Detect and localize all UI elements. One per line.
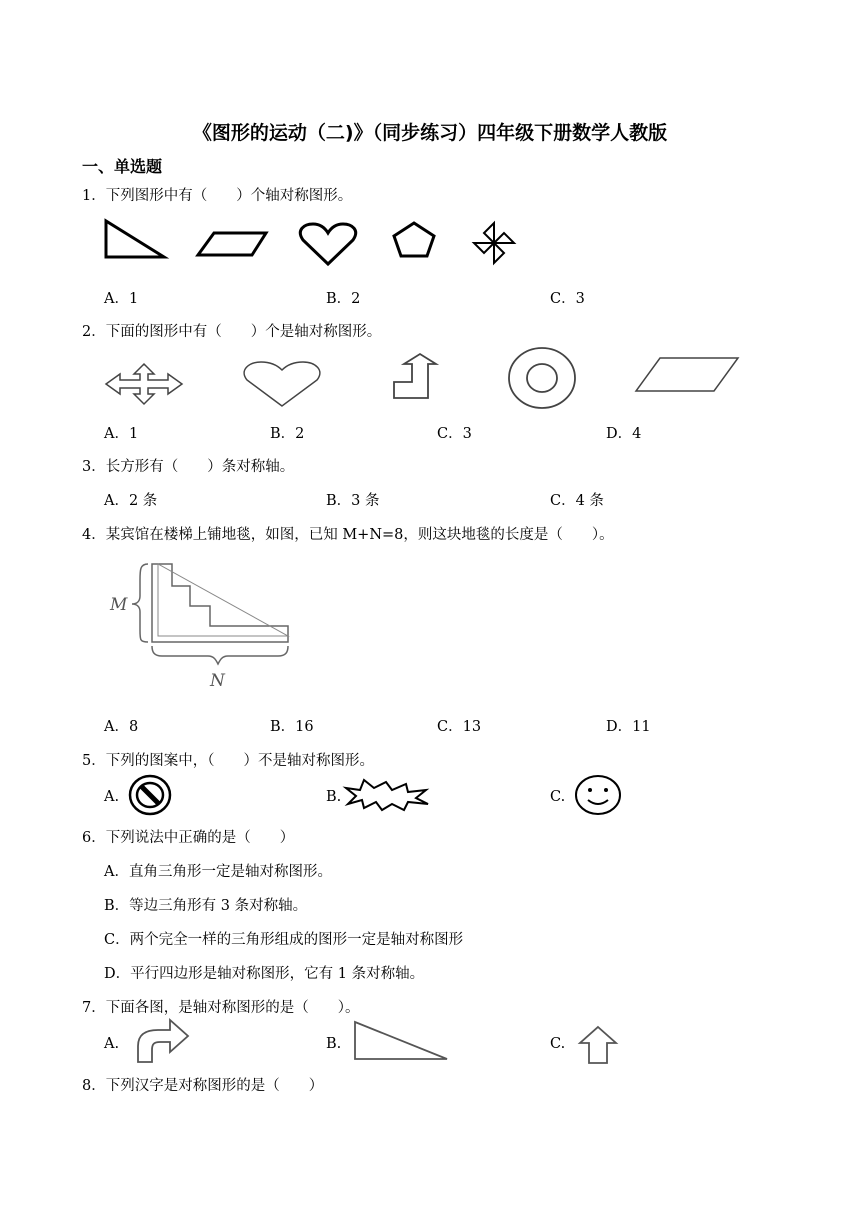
stair-carpet-diagram xyxy=(104,560,294,692)
q2-option-a[interactable]: A．1 xyxy=(104,426,139,442)
q3-option-a[interactable]: A．2 条 xyxy=(104,493,158,509)
q4-option-d[interactable]: D．11 xyxy=(606,719,651,735)
q2-option-b[interactable]: B．2 xyxy=(270,426,305,442)
q5-option-b[interactable]: B. xyxy=(326,789,342,805)
question-3: 3．长方形有（ ）条对称轴。 xyxy=(82,459,295,475)
heart-icon xyxy=(241,360,323,408)
section-heading: 一、单选题 xyxy=(82,157,163,176)
q5-option-a[interactable]: A. xyxy=(104,789,120,805)
q5-option-c[interactable]: C. xyxy=(550,789,566,805)
q3-option-b[interactable]: B．3 条 xyxy=(326,493,380,509)
question-2: 2．下面的图形中有（ ）个是轴对称图形。 xyxy=(82,324,382,340)
no-sign-icon xyxy=(128,774,172,816)
question-8: 8．下列汉字是对称图形的是（ ） xyxy=(82,1078,324,1094)
q7-option-c[interactable]: C. xyxy=(550,1036,566,1052)
q6-option-c[interactable]: C．两个完全一样的三角形组成的图形一定是轴对称图形 xyxy=(104,932,464,948)
up-arrow-icon xyxy=(576,1025,620,1065)
bent-arrow-icon xyxy=(390,352,448,400)
question-1: 1．下列图形中有（ ）个轴对称图形。 xyxy=(82,188,353,204)
q7-option-b[interactable]: B. xyxy=(326,1036,342,1052)
label-n: N xyxy=(210,671,225,691)
q4-option-a[interactable]: A．8 xyxy=(104,719,139,735)
curved-arrow-icon xyxy=(134,1018,190,1064)
q1-option-b[interactable]: B．2 xyxy=(326,291,361,307)
label-m: M xyxy=(110,595,128,615)
q1-option-a[interactable]: A．1 xyxy=(104,291,139,307)
question-6: 6．下列说法中正确的是（ ） xyxy=(82,830,295,846)
right-triangle-icon xyxy=(352,1019,450,1063)
q2-option-c[interactable]: C．3 xyxy=(437,426,472,442)
pinwheel-icon xyxy=(470,221,518,265)
q7-option-a[interactable]: A. xyxy=(104,1036,120,1052)
heart-icon xyxy=(298,222,358,268)
page-title: 《图形的运动（二)》（同步练习）四年级下册数学人教版 xyxy=(192,122,668,144)
question-4: 4．某宾馆在楼梯上铺地毯，如图，已知 M+N=8，则这块地毯的长度是（ ）。 xyxy=(82,527,614,543)
q6-option-a[interactable]: A．直角三角形一定是轴对称图形。 xyxy=(104,864,332,880)
q2-option-d[interactable]: D．4 xyxy=(606,426,642,442)
four-way-arrow-icon xyxy=(104,362,184,406)
question-5: 5．下列的图案中，（ ）不是轴对称图形。 xyxy=(82,753,374,769)
ring-icon xyxy=(506,346,578,410)
pentagon-icon xyxy=(391,221,437,259)
starburst-icon xyxy=(342,778,430,812)
smiley-icon xyxy=(574,774,622,816)
q3-option-c[interactable]: C．4 条 xyxy=(550,493,604,509)
q6-option-b[interactable]: B．等边三角形有 3 条对称轴。 xyxy=(104,898,308,914)
q4-option-b[interactable]: B．16 xyxy=(270,719,314,735)
parallelogram-icon xyxy=(634,356,742,394)
q4-option-c[interactable]: C．13 xyxy=(437,719,482,735)
parallelogram-icon xyxy=(196,231,270,257)
question-7: 7．下面各图，是轴对称图形的是（ ）。 xyxy=(82,1000,360,1016)
q6-option-d[interactable]: D．平行四边形是轴对称图形，它有 1 条对称轴。 xyxy=(104,966,425,982)
triangle-icon xyxy=(104,219,168,261)
q1-option-c[interactable]: C．3 xyxy=(550,291,585,307)
